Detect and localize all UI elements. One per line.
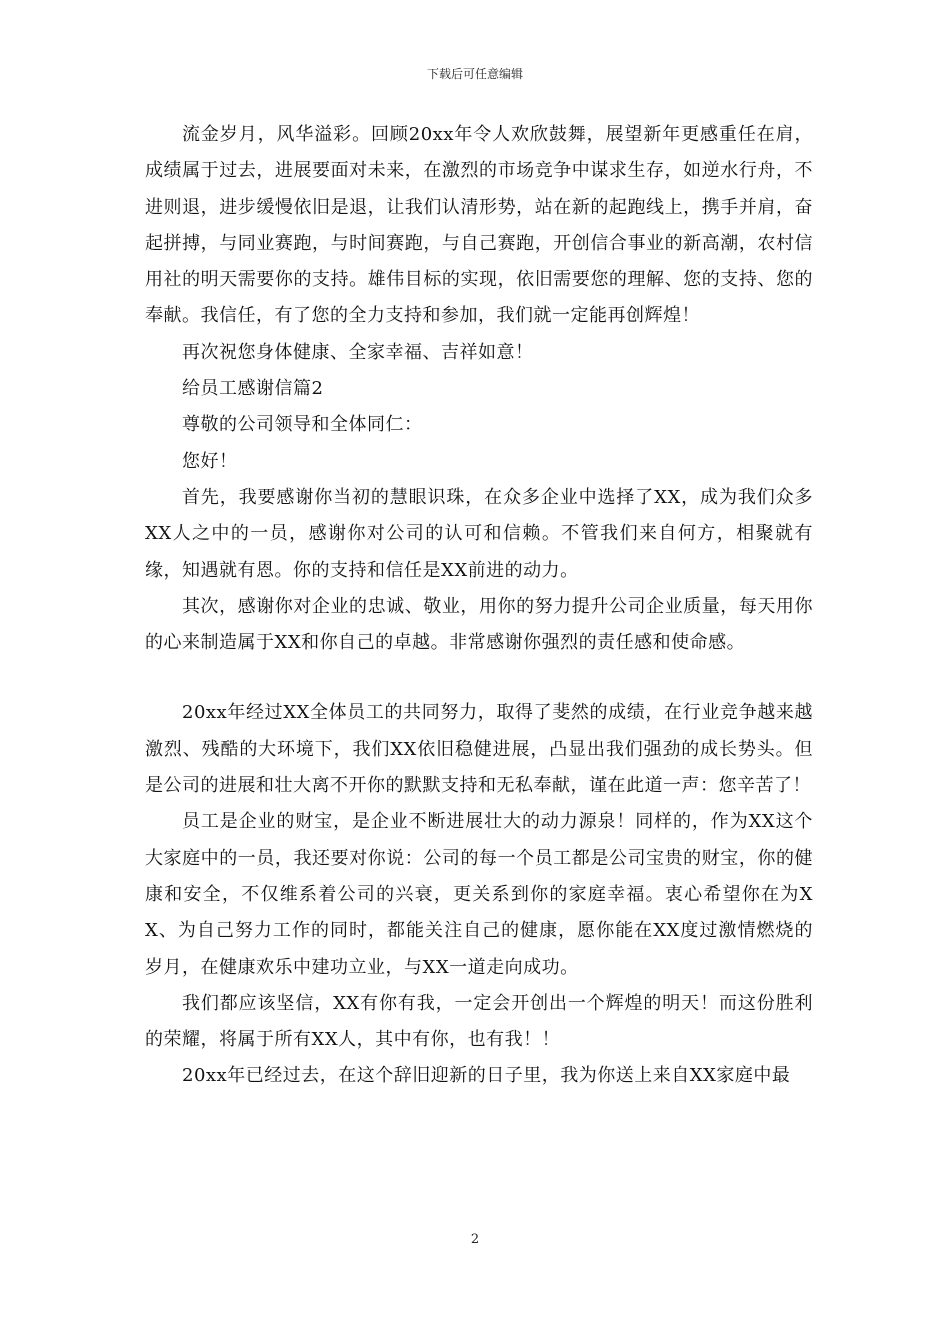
paragraph-achievements: 20xx年经过XX全体员工的共同努力，取得了斐然的成绩，在行业竞争越来越激烈、残酷的大环境下，我们XX依旧稳健进展，凸显出我们强劲的成长势头。但是公司的进展和壮大离不开你的默默支持和无私奉献，谨在此道一声：您辛苦了！ [145, 702, 813, 797]
paragraph-belief: 我们都应该坚信，XX有你有我，一定会开创出一个辉煌的明天！而这份胜利的荣耀，将属于所有XX人，其中有你，也有我！！ [145, 992, 813, 1051]
paragraph-new-year: 20xx年已经过去，在这个辞旧迎新的日子里，我为你送上来自XX家庭中最 [182, 1065, 791, 1087]
paragraph-employees-treasure: 员工是企业的财宝，是企业不断进展壮大的动力源泉！同样的，作为XX这个大家庭中的一员，我还要对你说：公司的每一个员工都是公司宝贵的财宝，你的健康和安全，不仅维系着公司的兴衰，更关系到你的家庭幸福。衷心希望你在为XX、为自己努力工作的同时，都能关注自己的健康，愿你能在XX度过激情燃烧的岁月，在健康欢乐中建功立业，与XX一道走向成功。 [145, 811, 813, 978]
paragraph-gap [145, 661, 813, 695]
section-title: 给员工感谢信篇2 [182, 378, 324, 400]
paragraph-second-thanks: 其次，感谢你对企业的忠诚、敬业，用你的努力提升公司企业质量，每天用你的心来制造属于XX和你自己的卓越。非常感谢你强烈的责任感和使命感。 [145, 595, 813, 654]
page-header: 下载后可任意编辑 [426, 67, 523, 81]
document-body [145, 117, 813, 1095]
paragraph-wishes: 再次祝您身体健康、全家幸福、吉祥如意！ [182, 341, 534, 363]
salutation: 尊敬的公司领导和全体同仁： [182, 414, 423, 436]
page-number: 2 [470, 1232, 480, 1247]
paragraph-first-thanks: 首先，我要感谢你当初的慧眼识珠，在众多企业中选择了XX，成为我们众多XX人之中的一员，感谢你对公司的认可和信赖。不管我们来自何方，相聚就有缘，知遇就有恩。你的支持和信任是XX前进的动力。 [145, 486, 813, 581]
greeting: 您好！ [182, 450, 238, 472]
paragraph-intro-conclusion: 流金岁月，风华溢彩。回顾20xx年令人欢欣鼓舞，展望新年更感重任在肩，成绩属于过去，进展要面对未来，在激烈的市场竞争中谋求生存，如逆水行舟，不进则退，进步缓慢依旧是退，让我们认清形势，站在新的起跑线上，携手并肩，奋起拼搏，与同业赛跑，与时间赛跑，与自己赛跑，开创信合事业的新高潮，农村信用社的明天需要你的支持。雄伟目标的实现，依旧需要您的理解、您的支持、您的奉献。我信任，有了您的全力支持和参加，我们就一定能再创辉煌！ [145, 124, 813, 327]
